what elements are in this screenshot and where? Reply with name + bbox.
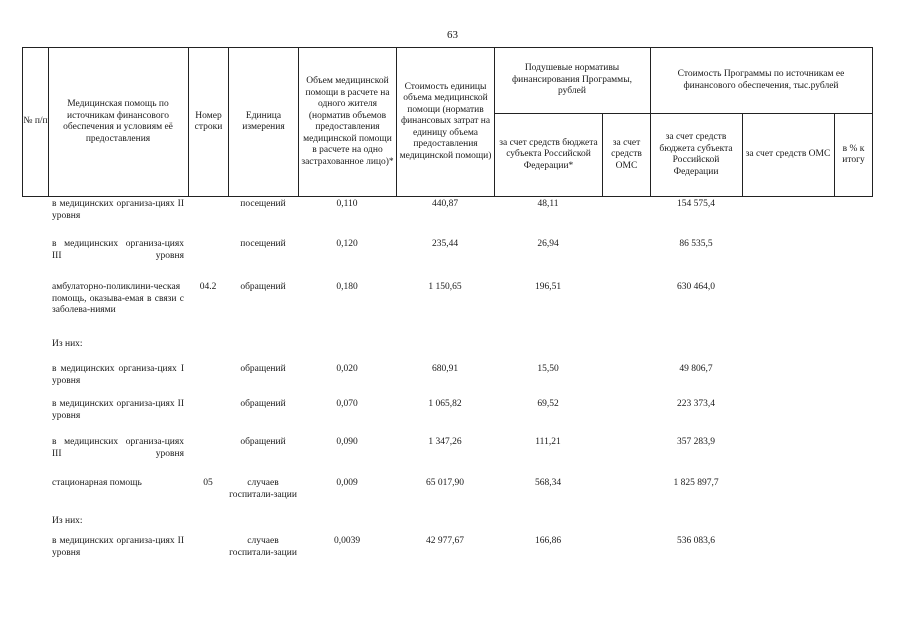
- header-budget-norm: за счет средств бюджета субъекта Российской Федерации*: [499, 137, 598, 171]
- row-name: стационарная помощь: [52, 478, 142, 488]
- page-number: 63: [447, 29, 458, 41]
- row-budget-total: 630 464,0: [677, 282, 715, 292]
- row-name: амбулаторно-поликлини-ческая помощь, оказыва-емая в связи с заболева-ниями: [52, 282, 184, 315]
- row-budget-norm: 166,86: [534, 536, 562, 546]
- row-budget-total: 86 535,5: [679, 239, 713, 249]
- row-volume: 0,110: [336, 199, 358, 209]
- header-row-number: Номер строки: [194, 110, 223, 132]
- row-volume: 0,180: [336, 282, 358, 292]
- subheading-of-them: Из них:: [52, 516, 83, 526]
- row-budget-norm: 48,11: [537, 199, 559, 209]
- row-volume: 0,120: [336, 239, 358, 249]
- header-program-cost: Стоимость Программы по источникам ее финансового обеспечения, тыс.рублей: [677, 69, 845, 91]
- row-name: в медицинских организа-циях III уровня: [52, 437, 184, 459]
- row-budget-norm: 69,52: [537, 399, 559, 409]
- row-name: в медицинских организа-циях II уровня: [52, 536, 184, 558]
- row-unit: обращений: [240, 437, 286, 447]
- row-budget-norm: 111,21: [535, 437, 561, 447]
- header-index: № п/п: [23, 116, 48, 127]
- row-unit-cost: 1 347,26: [428, 437, 462, 447]
- row-volume: 0,009: [336, 478, 358, 488]
- row-name: в медицинских организа-циях I уровня: [52, 364, 184, 386]
- row-unit: случаев госпитали-зации: [229, 536, 297, 558]
- row-unit-cost: 680,91: [431, 364, 459, 374]
- row-unit: случаев госпитали-зации: [229, 478, 297, 500]
- row-unit-cost: 42 977,67: [426, 536, 464, 546]
- row-name: в медицинских организа-циях II уровня: [52, 199, 184, 221]
- row-budget-total: 223 373,4: [677, 399, 715, 409]
- row-number: 04.2: [199, 282, 217, 292]
- row-volume: 0,090: [336, 437, 358, 447]
- row-unit-cost: 1 065,82: [428, 399, 462, 409]
- row-budget-norm: 196,51: [534, 282, 562, 292]
- row-unit: обращений: [240, 399, 286, 409]
- row-unit: обращений: [240, 364, 286, 374]
- header-budget-total: за счет средств бюджета субъекта Российской Федерации: [659, 132, 733, 177]
- row-budget-norm: 15,50: [537, 364, 559, 374]
- row-volume: 0,020: [336, 364, 358, 374]
- header-name: Медицинская помощь по источникам финансового обеспечения и условиям её предоставления: [63, 99, 173, 144]
- header-volume: Объем медицинской помощи в расчете на одного жителя (норматив объемов предоставления медицинской помощи в расчете на одно застрахованное лицо)*: [301, 76, 394, 167]
- row-unit-cost: 235,44: [431, 239, 459, 249]
- header-unit-cost: Стоимость единицы объема медицинской помощи (норматив финансовых затрат на единицу объема предоставления медицинской помощи): [399, 81, 492, 161]
- row-unit: обращений: [240, 282, 286, 292]
- row-unit: посещений: [240, 239, 286, 249]
- row-unit: посещений: [240, 199, 286, 209]
- header-per-capita-norms: Подушевые нормативы финансирования Программы, рублей: [512, 63, 632, 97]
- row-volume: 0,070: [336, 399, 358, 409]
- header-percent: в % к итогу: [842, 143, 865, 165]
- row-name: в медицинских организа-циях II уровня: [52, 399, 184, 421]
- header-unit: Единица измерения: [242, 110, 285, 132]
- row-number: 05: [203, 478, 213, 488]
- row-unit-cost: 1 150,65: [428, 282, 462, 292]
- subheading-of-them: Из них:: [52, 339, 83, 349]
- row-unit-cost: 440,87: [431, 199, 459, 209]
- row-budget-total: 357 283,9: [677, 437, 715, 447]
- row-volume: 0,0039: [333, 536, 361, 546]
- header-oms-norm: за счет средств ОМС: [611, 137, 642, 171]
- header-oms-total: за счет средств ОМС: [745, 149, 831, 160]
- row-budget-total: 536 083,6: [677, 536, 715, 546]
- row-budget-norm: 26,94: [537, 239, 559, 249]
- row-unit-cost: 65 017,90: [426, 478, 464, 488]
- row-budget-total: 49 806,7: [679, 364, 713, 374]
- row-budget-norm: 568,34: [534, 478, 562, 488]
- row-budget-total: 154 575,4: [677, 199, 715, 209]
- row-name: в медицинских организа-циях III уровня: [52, 239, 184, 261]
- row-budget-total: 1 825 897,7: [673, 478, 719, 488]
